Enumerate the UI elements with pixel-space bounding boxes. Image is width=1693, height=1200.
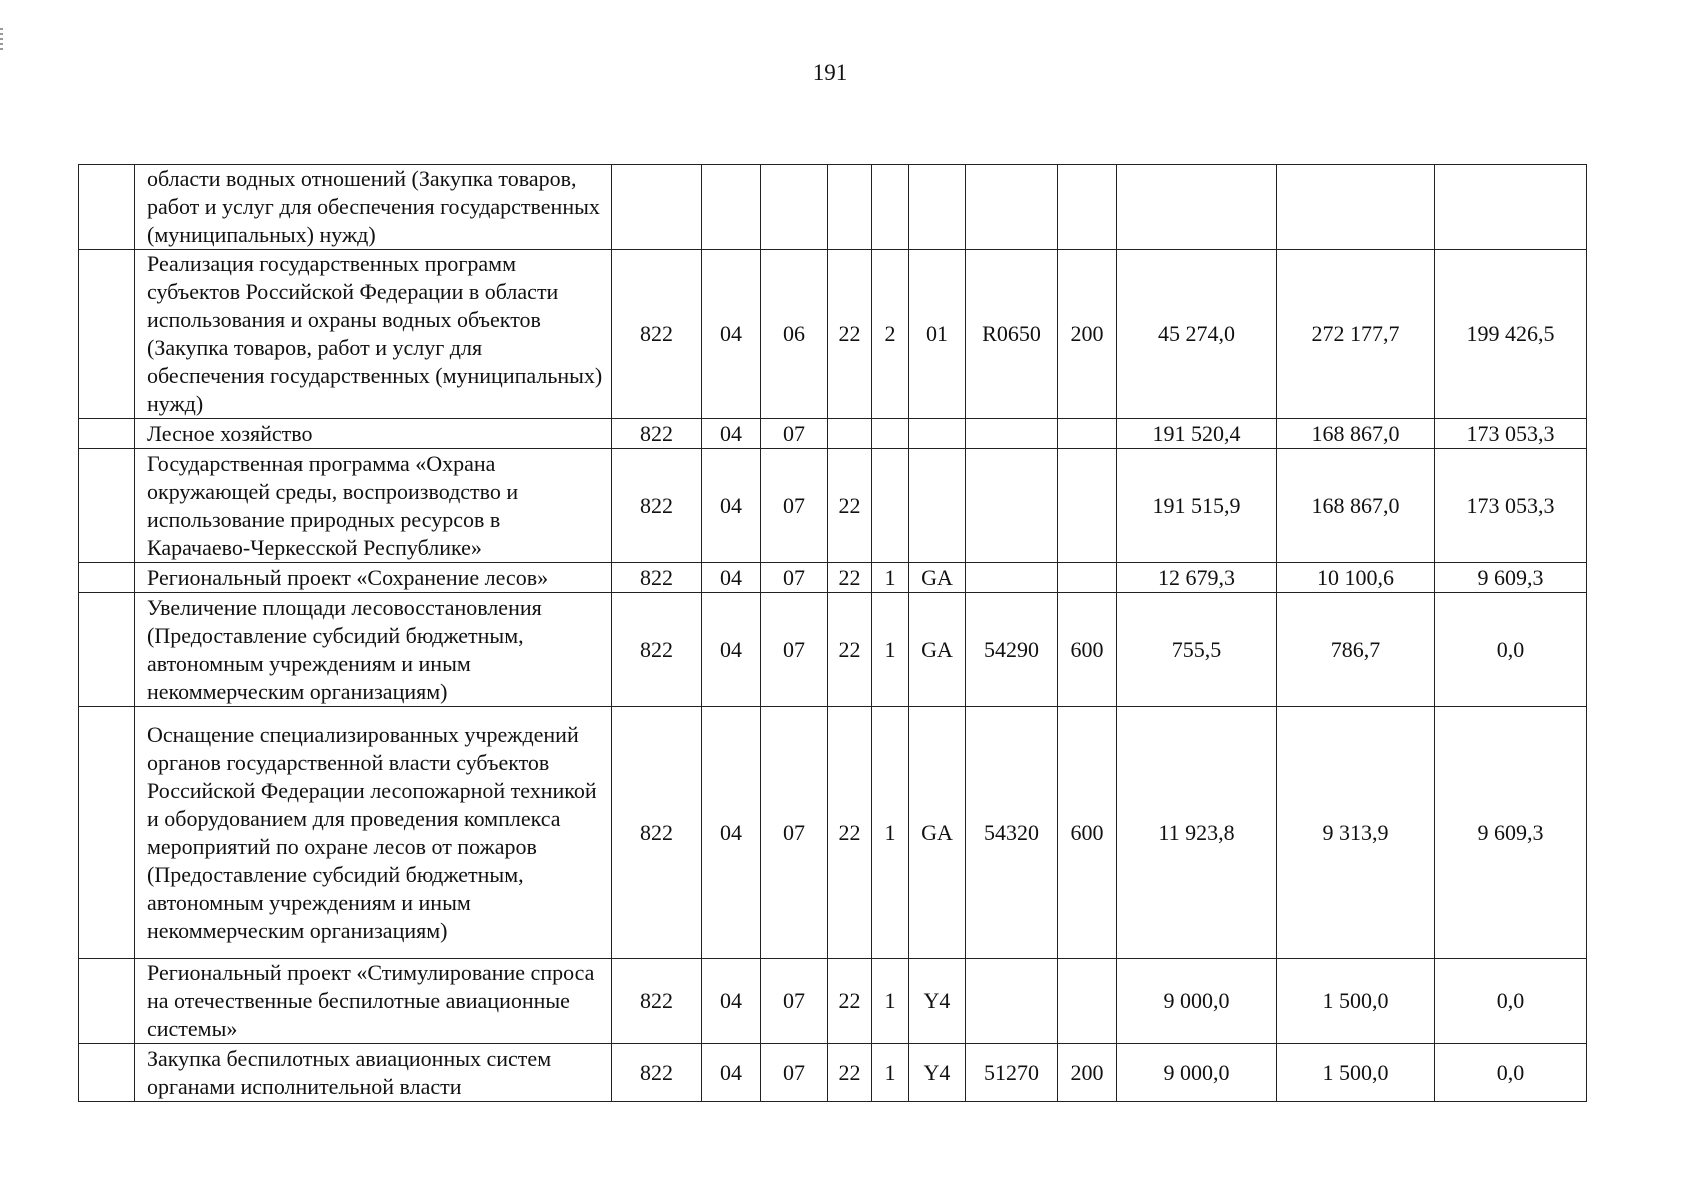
item-name: Оснащение специализированных учреждений органов государственной власти субъектов Российской Федерации лесопожарной техникой и оборудованием для проведения комплекса мероприятий по охране лесов от пожаров (Предоставление субсидий бюджетным, автономным учреждениям и иным некоммерческим организациям)	[135, 707, 612, 959]
project-code	[909, 419, 966, 449]
direction-code	[966, 959, 1058, 1044]
expense-type-code: 200	[1058, 250, 1117, 419]
amount-year-1: 9 000,0	[1117, 959, 1277, 1044]
row-number-cell	[79, 1044, 135, 1102]
ministry-code: 822	[612, 250, 702, 419]
row-number-cell	[79, 563, 135, 593]
amount-year-2: 9 313,9	[1277, 707, 1435, 959]
direction-code	[966, 563, 1058, 593]
row-number-cell	[79, 419, 135, 449]
amount-year-3: 0,0	[1435, 1044, 1587, 1102]
program-code	[828, 165, 872, 250]
amount-year-3: 199 426,5	[1435, 250, 1587, 419]
amount-year-2	[1277, 165, 1435, 250]
item-name: Государственная программа «Охрана окружающей среды, воспроизводство и использование природных ресурсов в Карачаево-Черкесской Республике»	[135, 449, 612, 563]
table-row	[79, 959, 1587, 1044]
subsection-code: 07	[761, 563, 828, 593]
project-code: Y4	[909, 959, 966, 1044]
expense-type-code	[1058, 563, 1117, 593]
subprogram-code: 2	[872, 250, 909, 419]
subsection-code: 07	[761, 1044, 828, 1102]
item-name: Закупка беспилотных авиационных систем органами исполнительной власти	[135, 1044, 612, 1102]
amount-year-2: 168 867,0	[1277, 419, 1435, 449]
expense-type-code: 200	[1058, 1044, 1117, 1102]
project-code: 01	[909, 250, 966, 419]
ministry-code: 822	[612, 563, 702, 593]
row-number-cell	[79, 959, 135, 1044]
project-code: Y4	[909, 1044, 966, 1102]
item-name: Лесное хозяйство	[135, 419, 612, 449]
amount-year-3: 173 053,3	[1435, 419, 1587, 449]
program-code: 22	[828, 959, 872, 1044]
section-code: 04	[702, 250, 761, 419]
scan-edge-mark	[0, 28, 3, 50]
table-row	[79, 419, 1587, 449]
subprogram-code	[872, 449, 909, 563]
ministry-code: 822	[612, 707, 702, 959]
program-code: 22	[828, 449, 872, 563]
direction-code	[966, 419, 1058, 449]
table-row	[79, 165, 1587, 250]
ministry-code: 822	[612, 1044, 702, 1102]
project-code	[909, 449, 966, 563]
amount-year-3: 173 053,3	[1435, 449, 1587, 563]
amount-year-1: 45 274,0	[1117, 250, 1277, 419]
amount-year-2: 272 177,7	[1277, 250, 1435, 419]
amount-year-1: 11 923,8	[1117, 707, 1277, 959]
subsection-code: 07	[761, 959, 828, 1044]
ministry-code: 822	[612, 419, 702, 449]
section-code: 04	[702, 419, 761, 449]
program-code	[828, 419, 872, 449]
ministry-code	[612, 165, 702, 250]
direction-code: 54320	[966, 707, 1058, 959]
subprogram-code: 1	[872, 593, 909, 707]
project-code: GA	[909, 707, 966, 959]
expense-type-code	[1058, 959, 1117, 1044]
section-code: 04	[702, 959, 761, 1044]
subprogram-code	[872, 165, 909, 250]
project-code: GA	[909, 563, 966, 593]
amount-year-3: 0,0	[1435, 593, 1587, 707]
row-number-cell	[79, 593, 135, 707]
page-number: 191	[812, 60, 848, 85]
table-row	[79, 250, 1587, 419]
item-name: Региональный проект «Сохранение лесов»	[135, 563, 612, 593]
expense-type-code	[1058, 449, 1117, 563]
row-number-cell	[79, 449, 135, 563]
item-name: Региональный проект «Стимулирование спроса на отечественные беспилотные авиационные системы»	[135, 959, 612, 1044]
subprogram-code	[872, 419, 909, 449]
ministry-code: 822	[612, 593, 702, 707]
expense-type-code	[1058, 165, 1117, 250]
amount-year-1: 191 515,9	[1117, 449, 1277, 563]
row-number-cell	[79, 250, 135, 419]
table-row	[79, 449, 1587, 563]
program-code: 22	[828, 250, 872, 419]
ministry-code: 822	[612, 449, 702, 563]
program-code: 22	[828, 1044, 872, 1102]
section-code: 04	[702, 563, 761, 593]
direction-code: R0650	[966, 250, 1058, 419]
amount-year-2: 168 867,0	[1277, 449, 1435, 563]
amount-year-2: 786,7	[1277, 593, 1435, 707]
program-code: 22	[828, 563, 872, 593]
table-row	[79, 563, 1587, 593]
subprogram-code: 1	[872, 959, 909, 1044]
amount-year-1	[1117, 165, 1277, 250]
row-number-cell	[79, 707, 135, 959]
amount-year-1: 9 000,0	[1117, 1044, 1277, 1102]
program-code: 22	[828, 593, 872, 707]
subsection-code: 07	[761, 707, 828, 959]
item-name: Увеличение площади лесовосстановления (Предоставление субсидий бюджетным, автономным учреждениям и иным некоммерческим организациям)	[135, 593, 612, 707]
direction-code: 51270	[966, 1044, 1058, 1102]
item-name: Реализация государственных программ субъектов Российской Федерации в области использования и охраны водных объектов (Закупка товаров, работ и услуг для обеспечения государственных (муниципальных) нужд)	[135, 250, 612, 419]
expense-type-code: 600	[1058, 707, 1117, 959]
direction-code: 54290	[966, 593, 1058, 707]
amount-year-2: 10 100,6	[1277, 563, 1435, 593]
subsection-code: 07	[761, 419, 828, 449]
subprogram-code: 1	[872, 707, 909, 959]
subprogram-code: 1	[872, 1044, 909, 1102]
section-code: 04	[702, 1044, 761, 1102]
direction-code	[966, 449, 1058, 563]
amount-year-3: 0,0	[1435, 959, 1587, 1044]
subsection-code: 07	[761, 449, 828, 563]
direction-code	[966, 165, 1058, 250]
program-code: 22	[828, 707, 872, 959]
amount-year-3: 9 609,3	[1435, 707, 1587, 959]
amount-year-3	[1435, 165, 1587, 250]
row-number-cell	[79, 165, 135, 250]
amount-year-2: 1 500,0	[1277, 959, 1435, 1044]
budget-table	[78, 164, 1587, 1102]
section-code: 04	[702, 593, 761, 707]
amount-year-1: 191 520,4	[1117, 419, 1277, 449]
subsection-code: 07	[761, 593, 828, 707]
amount-year-2: 1 500,0	[1277, 1044, 1435, 1102]
expense-type-code: 600	[1058, 593, 1117, 707]
expense-type-code	[1058, 419, 1117, 449]
table-row	[79, 1044, 1587, 1102]
ministry-code: 822	[612, 959, 702, 1044]
table-row	[79, 593, 1587, 707]
amount-year-1: 755,5	[1117, 593, 1277, 707]
table-row	[79, 707, 1587, 959]
section-code: 04	[702, 449, 761, 563]
project-code: GA	[909, 593, 966, 707]
item-name: области водных отношений (Закупка товаров, работ и услуг для обеспечения государственных (муниципальных) нужд)	[135, 165, 612, 250]
subsection-code: 06	[761, 250, 828, 419]
amount-year-3: 9 609,3	[1435, 563, 1587, 593]
section-code	[702, 165, 761, 250]
project-code	[909, 165, 966, 250]
section-code: 04	[702, 707, 761, 959]
subsection-code	[761, 165, 828, 250]
subprogram-code: 1	[872, 563, 909, 593]
amount-year-1: 12 679,3	[1117, 563, 1277, 593]
